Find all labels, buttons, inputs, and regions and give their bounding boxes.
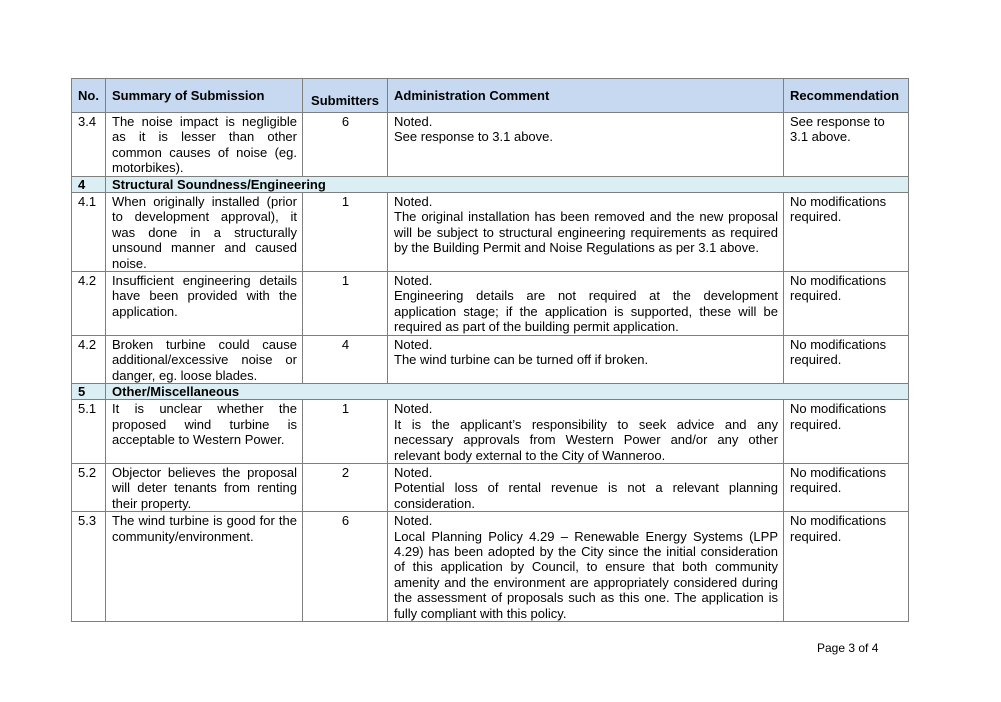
cell-summary: Broken turbine could cause additional/excessive noise or danger, eg. loose blades. [106, 335, 303, 383]
cell-summary: The noise impact is negligible as it is lesser than other common causes of noise (eg. motorbikes). [106, 113, 303, 177]
header-summary: Summary of Submission [106, 79, 303, 113]
cell-submitters: 1 [303, 400, 388, 464]
header-recommendation: Recommendation [784, 79, 909, 113]
admin-comment-line: The original installation has been removed and the new proposal will be subject to structural engineering requirements as required by the Building Permit and Noise Regulations as per 3.1 above. [394, 209, 778, 256]
header-submitters: Submitters [303, 79, 388, 113]
table-row [72, 335, 909, 383]
admin-comment-line: Noted. [394, 336, 433, 352]
cell-recommendation: See response to 3.1 above. [784, 113, 909, 177]
cell-admin-comment [388, 335, 784, 383]
section-row [72, 176, 909, 192]
cell-admin-comment [388, 400, 784, 464]
cell-recommendation: No modifications required. [784, 512, 909, 622]
table-header-row [72, 79, 909, 113]
header-no: No. [72, 79, 106, 113]
cell-submitters: 2 [303, 463, 388, 511]
cell-summary: Objector believes the proposal will deter tenants from renting their property. [106, 463, 303, 511]
cell-no: 4.1 [72, 193, 106, 272]
table-row [72, 113, 909, 177]
cell-no: 5.3 [72, 512, 106, 622]
cell-admin-comment [388, 113, 784, 177]
admin-comment-line: Local Planning Policy 4.29 – Renewable Energy Systems (LPP 4.29) has been adopted by the City since the initial consideration of this application by Council, to ensure that both community amenity and the environment are appropriately considered during the assessment of proposals such as this one. The application is fully compliant with this policy. [394, 528, 778, 621]
cell-admin-comment [388, 463, 784, 511]
table-row [72, 463, 909, 511]
submissions-table [71, 78, 909, 622]
table-row [72, 512, 909, 622]
admin-comment-line: It is the applicant’s responsibility to seek advice and any necessary approvals from Western Power and/or any other relevant body external to the City of Wanneroo. [394, 416, 778, 463]
cell-recommendation: No modifications required. [784, 193, 909, 272]
table-row [72, 400, 909, 464]
cell-submitters: 6 [303, 512, 388, 622]
section-number: 5 [72, 383, 106, 399]
cell-summary: When originally installed (prior to development approval), it was done in a structurally unsound manner and caused noise. [106, 193, 303, 272]
admin-comment-line: Engineering details are not required at the development application stage; if the application is supported, these will be required as part of the building permit application. [394, 288, 778, 335]
page-number: Page 3 of 4 [817, 641, 879, 655]
cell-submitters: 6 [303, 113, 388, 177]
admin-comment-line: Noted. [394, 401, 433, 417]
admin-comment-line: Noted. [394, 513, 433, 529]
cell-recommendation: No modifications required. [784, 335, 909, 383]
section-title: Structural Soundness/Engineering [106, 176, 909, 192]
admin-comment-line: Noted. [394, 194, 433, 210]
table-row [72, 272, 909, 336]
cell-no: 5.1 [72, 400, 106, 464]
admin-comment-line: Noted. [394, 464, 433, 480]
admin-comment-line: The wind turbine can be turned off if broken. [394, 352, 649, 368]
cell-admin-comment [388, 272, 784, 336]
admin-comment-line: Noted. [394, 273, 433, 289]
section-row [72, 383, 909, 399]
cell-no: 5.2 [72, 463, 106, 511]
admin-comment-line: Potential loss of rental revenue is not a relevant planning consideration. [394, 480, 778, 511]
cell-no: 4.2 [72, 335, 106, 383]
cell-admin-comment [388, 193, 784, 272]
cell-no: 3.4 [72, 113, 106, 177]
admin-comment-line: Noted. [394, 114, 433, 129]
cell-no: 4.2 [72, 272, 106, 336]
cell-submitters: 4 [303, 335, 388, 383]
cell-summary: Insufficient engineering details have been provided with the application. [106, 272, 303, 336]
cell-recommendation: No modifications required. [784, 400, 909, 464]
cell-summary: The wind turbine is good for the community/environment. [106, 512, 303, 622]
admin-comment-line: See response to 3.1 above. [394, 129, 554, 145]
table-body [72, 113, 909, 622]
table-row [72, 193, 909, 272]
cell-recommendation: No modifications required. [784, 272, 909, 336]
header-admin-comment: Administration Comment [388, 79, 784, 113]
cell-summary: It is unclear whether the proposed wind turbine is acceptable to Western Power. [106, 400, 303, 464]
cell-submitters: 1 [303, 193, 388, 272]
section-title: Other/Miscellaneous [106, 383, 909, 399]
cell-submitters: 1 [303, 272, 388, 336]
section-number: 4 [72, 176, 106, 192]
cell-admin-comment [388, 512, 784, 622]
cell-recommendation: No modifications required. [784, 463, 909, 511]
